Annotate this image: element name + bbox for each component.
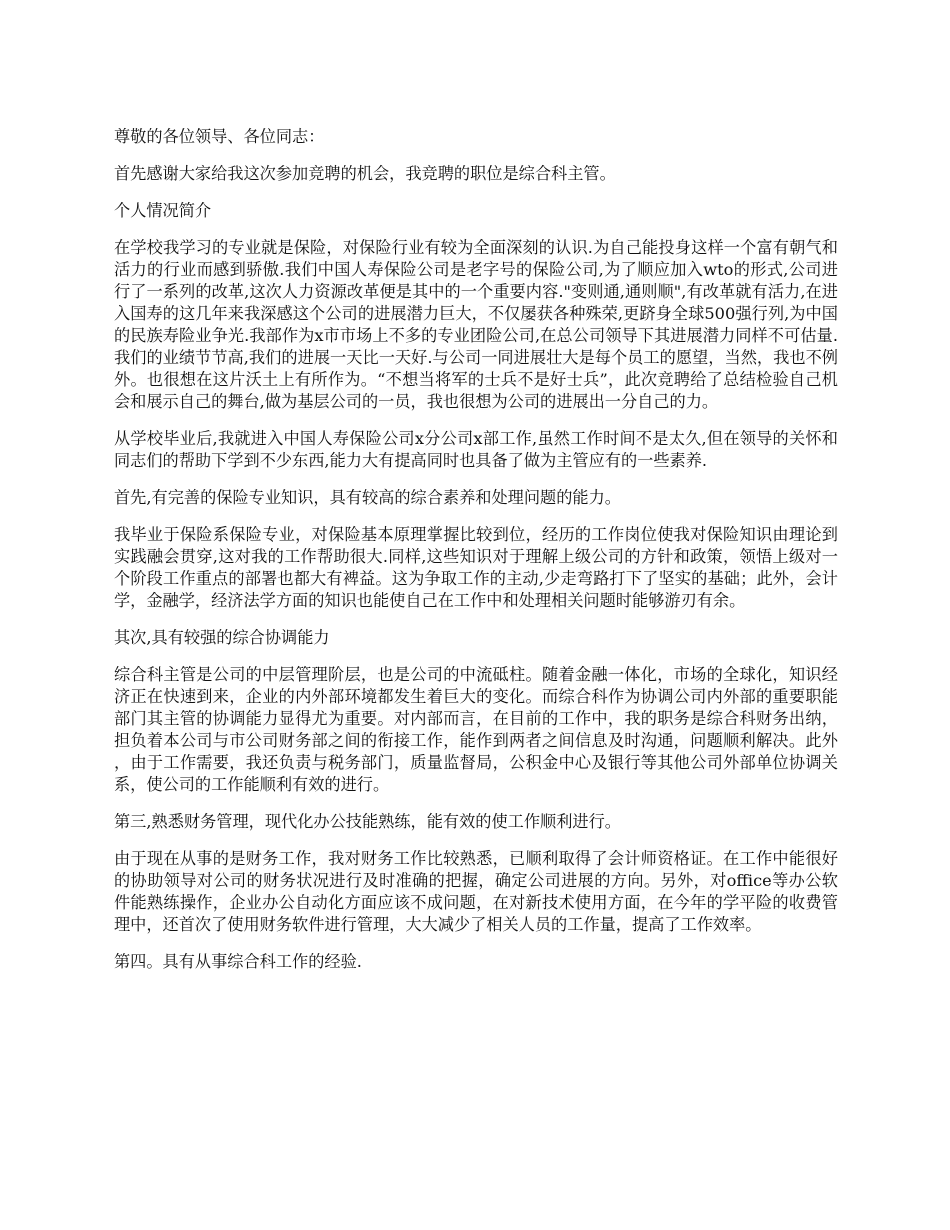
point-three-heading: 第三,熟悉财务管理，现代化办公技能熟练，能有效的使工作顺利进行。 [114, 812, 621, 831]
point-one-paragraph: 我毕业于保险系保险专业，对保险基本原理掌握比较到位，经历的工作岗位使我对保险知识由理论到实践融会贯穿,这对我的工作帮助很大.同样,这些知识对于理解上级公司的方针和政策，领悟上级对一个阶段工作重点的部署也都大有裨益。这为争取工作的主动,少走弯路打下了坚实的基础；此外，会计学，金融学，经济法学方面的知识也能使自己在工作中和处理相关问题时能够游刃有余。 [114, 525, 838, 610]
section-heading-profile: 个人情况简介 [114, 201, 212, 220]
point-two-heading: 其次,具有较强的综合协调能力 [114, 628, 330, 647]
point-four-heading: 第四。具有从事综合科工作的经验. [114, 952, 362, 971]
career-paragraph: 从学校毕业后,我就进入中国人寿保险公司x分公司x部工作,虽然工作时间不是太久,但在领导的关怀和同志们的帮助下学到不少东西,能力大有提高同时也具备了做为主管应有的一些素养. [114, 429, 838, 470]
point-one-heading: 首先,有完善的保险专业知识，具有较高的综合素养和处理问题的能力。 [114, 488, 621, 507]
document-body [114, 126, 838, 988]
profile-paragraph: 在学校我学习的专业就是保险，对保险行业有较为全面深刻的认识.为自己能投身这样一个富有朝气和活力的行业而感到骄傲.我们中国人寿保险公司是老字号的保险公司,为了顺应加入wto的形式,公司进行了一系列的改革,这次人力资源改革便是其中的一个重要内容."变则通,通则顺",有改革就有活力,在进入国寿的这几年来我深感这个公司的进展潜力巨大，不仅屡获各种殊荣,更跻身全球500强行列,为中国的民族寿险业争光.我部作为x市市场上不多的专业团险公司,在总公司领导下其进展潜力同样不可估量.我们的业绩节节高,我们的进展一天比一天好.与公司一同进展壮大是每个员工的愿望，当然，我也不例外。也很想在这片沃土上有所作为。“不想当将军的士兵不是好士兵”，此次竞聘给了总结检验自己机会和展示自己的舞台,做为基层公司的一员，我也很想为公司的进展出一分自己的力。 [114, 238, 838, 411]
salutation: 尊敬的各位领导、各位同志： [114, 127, 325, 146]
opening-paragraph: 首先感谢大家给我这次参加竞聘的机会，我竞聘的职位是综合科主管。 [114, 164, 616, 183]
point-two-paragraph: 综合科主管是公司的中层管理阶层，也是公司的中流砥柱。随着金融一体化，市场的全球化，知识经济正在快速到来，企业的内外部环境都发生着巨大的变化。而综合科作为协调公司内外部的重要职能部门其主管的协调能力显得尤为重要。对内部而言，在目前的工作中，我的职务是综合科财务出纳，担负着本公司与市公司财务部之间的衔接工作，能作到两者之间信息及时沟通，问题顺利解决。此外，由于工作需要，我还负责与税务部门，质量监督局，公积金中心及银行等其他公司外部单位协调关系，使公司的工作能顺利有效的进行。 [114, 665, 838, 794]
point-three-paragraph: 由于现在从事的是财务工作，我对财务工作比较熟悉，已顺利取得了会计师资格证。在工作中能很好的协助领导对公司的财务状况进行及时准确的把握，确定公司进展的方向。另外，对office等办公软件能熟练操作，企业办公自动化方面应该不成问题，在对新技术使用方面，在今年的学平险的收费管理中，还首次了使用财务软件进行管理，大大减少了相关人员的工作量，提高了工作效率。 [114, 849, 838, 934]
